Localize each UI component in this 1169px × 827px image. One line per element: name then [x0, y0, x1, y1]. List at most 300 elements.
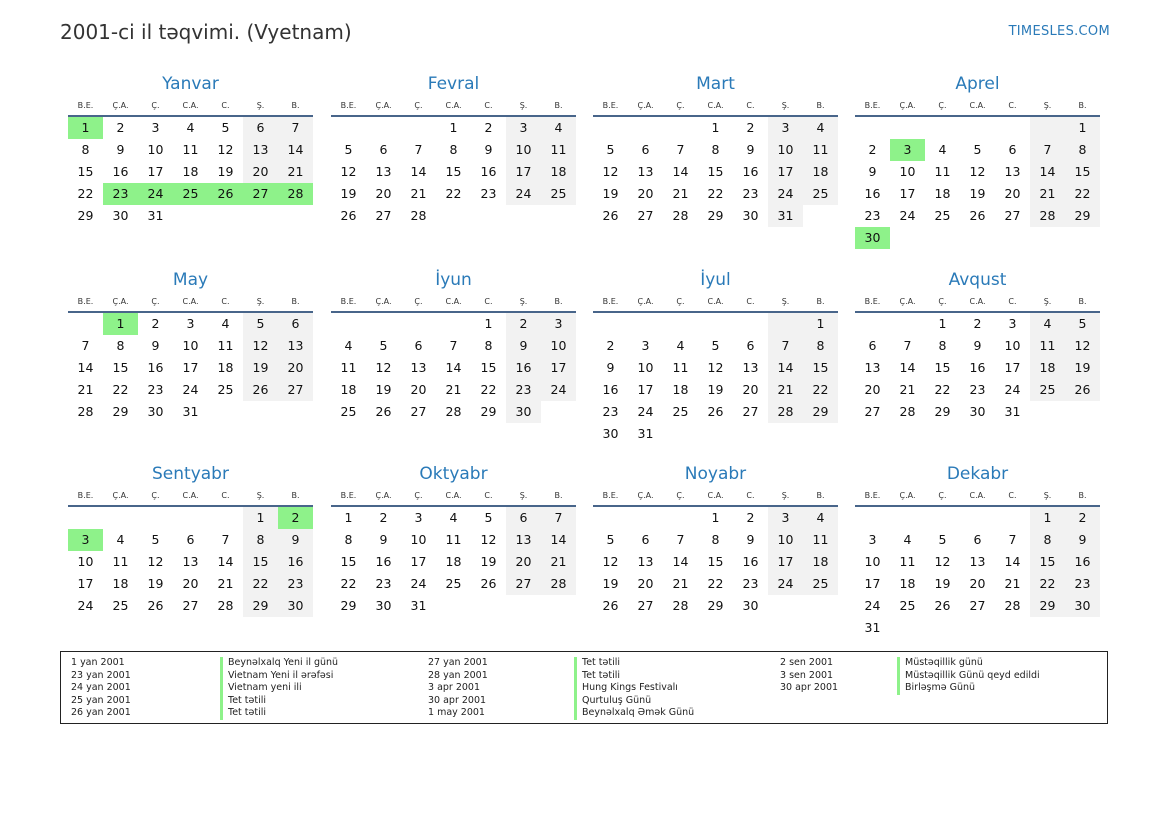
- day-cell[interactable]: 25: [445, 576, 462, 591]
- day-cell[interactable]: 26: [375, 404, 392, 419]
- day-cell[interactable]: 21: [1004, 576, 1021, 591]
- day-cell[interactable]: 14: [899, 360, 916, 375]
- day-cell[interactable]: 29: [1030, 595, 1065, 617]
- day-cell[interactable]: 27: [864, 404, 881, 419]
- day-cell[interactable]: 10: [410, 532, 427, 547]
- day-cell[interactable]: 23: [278, 573, 313, 595]
- day-cell[interactable]: 30: [1065, 595, 1100, 617]
- day-cell[interactable]: 11: [672, 360, 689, 375]
- day-cell[interactable]: 28: [899, 404, 916, 419]
- day-cell[interactable]: 9: [116, 142, 125, 157]
- day-cell[interactable]: 1: [243, 507, 278, 529]
- day-cell[interactable]: 5: [221, 120, 230, 135]
- day-cell[interactable]: 23: [864, 208, 881, 223]
- day-cell[interactable]: 12: [1065, 335, 1100, 357]
- day-cell[interactable]: 31: [864, 620, 881, 635]
- day-cell[interactable]: 15: [1065, 161, 1100, 183]
- day-cell[interactable]: 5: [379, 338, 388, 353]
- day-cell[interactable]: 24: [899, 208, 916, 223]
- day-cell[interactable]: 17: [147, 164, 164, 179]
- day-cell[interactable]: 26: [934, 598, 951, 613]
- day-cell[interactable]: 8: [803, 335, 838, 357]
- day-cell[interactable]: 9: [379, 532, 388, 547]
- day-cell[interactable]: 18: [445, 554, 462, 569]
- day-cell[interactable]: 12: [147, 554, 164, 569]
- day-cell[interactable]: 4: [938, 142, 947, 157]
- brand-link[interactable]: TIMESLES.COM: [1008, 24, 1110, 39]
- day-cell[interactable]: 16: [278, 551, 313, 573]
- day-cell[interactable]: 28: [278, 183, 313, 205]
- day-cell[interactable]: 28: [1004, 598, 1021, 613]
- day-cell[interactable]: 19: [969, 186, 986, 201]
- day-cell[interactable]: 13: [969, 554, 986, 569]
- day-cell[interactable]: 3: [768, 117, 803, 139]
- day-cell[interactable]: 10: [864, 554, 881, 569]
- day-cell[interactable]: 4: [116, 532, 125, 547]
- day-cell[interactable]: 2: [746, 120, 755, 135]
- day-cell[interactable]: 11: [899, 554, 916, 569]
- day-cell[interactable]: 18: [1030, 357, 1065, 379]
- day-cell[interactable]: 20: [278, 357, 313, 379]
- day-cell[interactable]: 8: [1030, 529, 1065, 551]
- day-cell[interactable]: 12: [969, 164, 986, 179]
- day-cell[interactable]: 7: [676, 142, 685, 157]
- day-cell[interactable]: 13: [278, 335, 313, 357]
- day-cell[interactable]: 2: [278, 507, 313, 529]
- day-cell[interactable]: 18: [340, 382, 357, 397]
- day-cell[interactable]: 15: [1030, 551, 1065, 573]
- day-cell[interactable]: 2: [506, 313, 541, 335]
- day-cell[interactable]: 22: [340, 576, 357, 591]
- day-cell[interactable]: 20: [637, 186, 654, 201]
- day-cell[interactable]: 7: [449, 338, 458, 353]
- day-cell[interactable]: 16: [742, 554, 759, 569]
- day-cell[interactable]: 6: [379, 142, 388, 157]
- day-cell[interactable]: 25: [803, 573, 838, 595]
- day-cell[interactable]: 5: [973, 142, 982, 157]
- day-cell[interactable]: 13: [1004, 164, 1021, 179]
- day-cell[interactable]: 27: [375, 208, 392, 223]
- day-cell[interactable]: 4: [676, 338, 685, 353]
- day-cell[interactable]: 4: [221, 316, 230, 331]
- day-cell[interactable]: 16: [1065, 551, 1100, 573]
- day-cell[interactable]: 27: [1004, 208, 1021, 223]
- day-cell[interactable]: 1: [711, 120, 720, 135]
- day-cell[interactable]: 19: [147, 576, 164, 591]
- day-cell[interactable]: 8: [449, 142, 458, 157]
- day-cell[interactable]: 24: [77, 598, 94, 613]
- day-cell[interactable]: 14: [217, 554, 234, 569]
- day-cell[interactable]: 14: [278, 139, 313, 161]
- day-cell[interactable]: 21: [899, 382, 916, 397]
- day-cell[interactable]: 11: [445, 532, 462, 547]
- day-cell[interactable]: 8: [938, 338, 947, 353]
- day-cell[interactable]: 4: [1030, 313, 1065, 335]
- day-cell[interactable]: 4: [344, 338, 353, 353]
- day-cell[interactable]: 15: [445, 164, 462, 179]
- day-cell[interactable]: 4: [541, 117, 576, 139]
- day-cell[interactable]: 18: [217, 360, 234, 375]
- day-cell[interactable]: 16: [602, 382, 619, 397]
- day-cell[interactable]: 16: [742, 164, 759, 179]
- day-cell[interactable]: 23: [103, 183, 138, 205]
- day-cell[interactable]: 10: [77, 554, 94, 569]
- day-cell[interactable]: 3: [414, 510, 423, 525]
- day-cell[interactable]: 28: [672, 208, 689, 223]
- day-cell[interactable]: 10: [506, 139, 541, 161]
- day-cell[interactable]: 24: [637, 404, 654, 419]
- day-cell[interactable]: 1: [449, 120, 458, 135]
- day-cell[interactable]: 26: [340, 208, 357, 223]
- day-cell[interactable]: 22: [1030, 573, 1065, 595]
- day-cell[interactable]: 27: [410, 404, 427, 419]
- day-cell[interactable]: 16: [480, 164, 497, 179]
- day-cell[interactable]: 25: [899, 598, 916, 613]
- day-cell[interactable]: 12: [217, 142, 234, 157]
- day-cell[interactable]: 27: [637, 598, 654, 613]
- day-cell[interactable]: 27: [637, 208, 654, 223]
- day-cell[interactable]: 22: [707, 576, 724, 591]
- day-cell[interactable]: 22: [480, 382, 497, 397]
- day-cell[interactable]: 29: [1065, 205, 1100, 227]
- day-cell[interactable]: 12: [934, 554, 951, 569]
- day-cell[interactable]: 12: [602, 554, 619, 569]
- day-cell[interactable]: 14: [541, 529, 576, 551]
- day-cell[interactable]: 21: [410, 186, 427, 201]
- day-cell[interactable]: 23: [602, 404, 619, 419]
- day-cell[interactable]: 3: [68, 529, 103, 551]
- day-cell[interactable]: 26: [208, 183, 243, 205]
- day-cell[interactable]: 21: [672, 186, 689, 201]
- day-cell[interactable]: 11: [340, 360, 357, 375]
- day-cell[interactable]: 22: [803, 379, 838, 401]
- day-cell[interactable]: 27: [969, 598, 986, 613]
- day-cell[interactable]: 21: [768, 379, 803, 401]
- day-cell[interactable]: 26: [480, 576, 497, 591]
- day-cell[interactable]: 29: [480, 404, 497, 419]
- day-cell[interactable]: 17: [541, 357, 576, 379]
- day-cell[interactable]: 27: [742, 404, 759, 419]
- day-cell[interactable]: 20: [182, 576, 199, 591]
- day-cell[interactable]: 18: [803, 551, 838, 573]
- day-cell[interactable]: 6: [414, 338, 423, 353]
- day-cell[interactable]: 19: [602, 576, 619, 591]
- day-cell[interactable]: 10: [768, 529, 803, 551]
- day-cell[interactable]: 23: [506, 379, 541, 401]
- day-cell[interactable]: 24: [138, 183, 173, 205]
- day-cell[interactable]: 19: [217, 164, 234, 179]
- day-cell[interactable]: 16: [969, 360, 986, 375]
- day-cell[interactable]: 30: [742, 598, 759, 613]
- day-cell[interactable]: 26: [969, 208, 986, 223]
- day-cell[interactable]: 24: [768, 183, 803, 205]
- day-cell[interactable]: 24: [541, 379, 576, 401]
- day-cell[interactable]: 1: [938, 316, 947, 331]
- day-cell[interactable]: 20: [637, 576, 654, 591]
- day-cell[interactable]: 20: [506, 551, 541, 573]
- day-cell[interactable]: 26: [147, 598, 164, 613]
- day-cell[interactable]: 1: [1030, 507, 1065, 529]
- day-cell[interactable]: 1: [1065, 117, 1100, 139]
- day-cell[interactable]: 10: [147, 142, 164, 157]
- day-cell[interactable]: 14: [672, 164, 689, 179]
- day-cell[interactable]: 30: [742, 208, 759, 223]
- day-cell[interactable]: 3: [641, 338, 650, 353]
- day-cell[interactable]: 17: [77, 576, 94, 591]
- day-cell[interactable]: 15: [934, 360, 951, 375]
- day-cell[interactable]: 10: [768, 139, 803, 161]
- day-cell[interactable]: 17: [768, 551, 803, 573]
- day-cell[interactable]: 14: [768, 357, 803, 379]
- day-cell[interactable]: 29: [803, 401, 838, 423]
- day-cell[interactable]: 18: [934, 186, 951, 201]
- day-cell[interactable]: 8: [711, 532, 720, 547]
- day-cell[interactable]: 10: [899, 164, 916, 179]
- day-cell[interactable]: 9: [484, 142, 493, 157]
- day-cell[interactable]: 30: [602, 426, 619, 441]
- day-cell[interactable]: 12: [340, 164, 357, 179]
- day-cell[interactable]: 22: [707, 186, 724, 201]
- day-cell[interactable]: 2: [151, 316, 160, 331]
- day-cell[interactable]: 5: [1065, 313, 1100, 335]
- day-cell[interactable]: 18: [112, 576, 129, 591]
- day-cell[interactable]: 5: [938, 532, 947, 547]
- day-cell[interactable]: 6: [278, 313, 313, 335]
- day-cell[interactable]: 4: [186, 120, 195, 135]
- day-cell[interactable]: 7: [903, 338, 912, 353]
- day-cell[interactable]: 9: [1065, 529, 1100, 551]
- day-cell[interactable]: 9: [746, 142, 755, 157]
- day-cell[interactable]: 11: [803, 139, 838, 161]
- day-cell[interactable]: 21: [1030, 183, 1065, 205]
- day-cell[interactable]: 19: [934, 576, 951, 591]
- day-cell[interactable]: 3: [506, 117, 541, 139]
- day-cell[interactable]: 10: [1004, 338, 1021, 353]
- day-cell[interactable]: 24: [410, 576, 427, 591]
- day-cell[interactable]: 12: [243, 335, 278, 357]
- day-cell[interactable]: 10: [182, 338, 199, 353]
- day-cell[interactable]: 29: [243, 595, 278, 617]
- day-cell[interactable]: 31: [1004, 404, 1021, 419]
- day-cell[interactable]: 30: [506, 401, 541, 423]
- day-cell[interactable]: 13: [182, 554, 199, 569]
- day-cell[interactable]: 23: [742, 576, 759, 591]
- day-cell[interactable]: 23: [480, 186, 497, 201]
- day-cell[interactable]: 2: [868, 142, 877, 157]
- day-cell[interactable]: 27: [243, 183, 278, 205]
- day-cell[interactable]: 11: [803, 529, 838, 551]
- day-cell[interactable]: 21: [77, 382, 94, 397]
- day-cell[interactable]: 9: [151, 338, 160, 353]
- day-cell[interactable]: 19: [243, 357, 278, 379]
- day-cell[interactable]: 28: [541, 573, 576, 595]
- day-cell[interactable]: 11: [182, 142, 199, 157]
- day-cell[interactable]: 14: [1004, 554, 1021, 569]
- day-cell[interactable]: 15: [707, 554, 724, 569]
- day-cell[interactable]: 16: [147, 360, 164, 375]
- day-cell[interactable]: 1: [711, 510, 720, 525]
- day-cell[interactable]: 19: [1065, 357, 1100, 379]
- day-cell[interactable]: 18: [672, 382, 689, 397]
- day-cell[interactable]: 1: [68, 117, 103, 139]
- day-cell[interactable]: 20: [969, 576, 986, 591]
- day-cell[interactable]: 5: [243, 313, 278, 335]
- day-cell[interactable]: 13: [243, 139, 278, 161]
- day-cell[interactable]: 6: [186, 532, 195, 547]
- day-cell[interactable]: 5: [606, 142, 615, 157]
- day-cell[interactable]: 21: [217, 576, 234, 591]
- day-cell[interactable]: 2: [116, 120, 125, 135]
- day-cell[interactable]: 2: [1065, 507, 1100, 529]
- day-cell[interactable]: 18: [803, 161, 838, 183]
- day-cell[interactable]: 21: [278, 161, 313, 183]
- day-cell[interactable]: 30: [855, 227, 890, 249]
- day-cell[interactable]: 19: [375, 382, 392, 397]
- day-cell[interactable]: 30: [147, 404, 164, 419]
- day-cell[interactable]: 29: [112, 404, 129, 419]
- day-cell[interactable]: 24: [506, 183, 541, 205]
- day-cell[interactable]: 14: [672, 554, 689, 569]
- day-cell[interactable]: 5: [711, 338, 720, 353]
- day-cell[interactable]: 27: [182, 598, 199, 613]
- day-cell[interactable]: 26: [707, 404, 724, 419]
- day-cell[interactable]: 3: [151, 120, 160, 135]
- day-cell[interactable]: 29: [707, 598, 724, 613]
- day-cell[interactable]: 25: [1030, 379, 1065, 401]
- day-cell[interactable]: 28: [445, 404, 462, 419]
- day-cell[interactable]: 17: [506, 161, 541, 183]
- day-cell[interactable]: 20: [243, 161, 278, 183]
- day-cell[interactable]: 3: [890, 139, 925, 161]
- day-cell[interactable]: 5: [484, 510, 493, 525]
- day-cell[interactable]: 16: [506, 357, 541, 379]
- day-cell[interactable]: 23: [1065, 573, 1100, 595]
- day-cell[interactable]: 6: [868, 338, 877, 353]
- day-cell[interactable]: 8: [81, 142, 90, 157]
- day-cell[interactable]: 3: [541, 313, 576, 335]
- day-cell[interactable]: 25: [112, 598, 129, 613]
- day-cell[interactable]: 1: [803, 313, 838, 335]
- day-cell[interactable]: 20: [410, 382, 427, 397]
- day-cell[interactable]: 19: [707, 382, 724, 397]
- day-cell[interactable]: 6: [1008, 142, 1017, 157]
- day-cell[interactable]: 8: [1065, 139, 1100, 161]
- day-cell[interactable]: 22: [1065, 183, 1100, 205]
- day-cell[interactable]: 22: [243, 573, 278, 595]
- day-cell[interactable]: 29: [340, 598, 357, 613]
- day-cell[interactable]: 22: [934, 382, 951, 397]
- day-cell[interactable]: 2: [379, 510, 388, 525]
- day-cell[interactable]: 6: [973, 532, 982, 547]
- day-cell[interactable]: 11: [217, 338, 234, 353]
- day-cell[interactable]: 2: [973, 316, 982, 331]
- day-cell[interactable]: 23: [147, 382, 164, 397]
- day-cell[interactable]: 23: [375, 576, 392, 591]
- day-cell[interactable]: 11: [112, 554, 129, 569]
- day-cell[interactable]: 5: [151, 532, 160, 547]
- day-cell[interactable]: 17: [899, 186, 916, 201]
- day-cell[interactable]: 6: [641, 142, 650, 157]
- day-cell[interactable]: 9: [973, 338, 982, 353]
- day-cell[interactable]: 9: [868, 164, 877, 179]
- day-cell[interactable]: 26: [243, 379, 278, 401]
- day-cell[interactable]: 28: [1030, 205, 1065, 227]
- day-cell[interactable]: 7: [1030, 139, 1065, 161]
- day-cell[interactable]: 26: [1065, 379, 1100, 401]
- day-cell[interactable]: 23: [969, 382, 986, 397]
- day-cell[interactable]: 6: [641, 532, 650, 547]
- day-cell[interactable]: 17: [864, 576, 881, 591]
- day-cell[interactable]: 18: [899, 576, 916, 591]
- day-cell[interactable]: 17: [1004, 360, 1021, 375]
- day-cell[interactable]: 17: [182, 360, 199, 375]
- day-cell[interactable]: 27: [506, 573, 541, 595]
- day-cell[interactable]: 1: [344, 510, 353, 525]
- day-cell[interactable]: 3: [186, 316, 195, 331]
- day-cell[interactable]: 7: [676, 532, 685, 547]
- day-cell[interactable]: 9: [506, 335, 541, 357]
- day-cell[interactable]: 31: [768, 205, 803, 227]
- day-cell[interactable]: 13: [864, 360, 881, 375]
- day-cell[interactable]: 17: [637, 382, 654, 397]
- day-cell[interactable]: 18: [541, 161, 576, 183]
- day-cell[interactable]: 16: [864, 186, 881, 201]
- day-cell[interactable]: 28: [77, 404, 94, 419]
- day-cell[interactable]: 8: [344, 532, 353, 547]
- day-cell[interactable]: 15: [243, 551, 278, 573]
- day-cell[interactable]: 4: [803, 507, 838, 529]
- day-cell[interactable]: 7: [1008, 532, 1017, 547]
- day-cell[interactable]: 3: [1008, 316, 1017, 331]
- day-cell[interactable]: 28: [217, 598, 234, 613]
- day-cell[interactable]: 17: [410, 554, 427, 569]
- day-cell[interactable]: 1: [103, 313, 138, 335]
- day-cell[interactable]: 29: [77, 208, 94, 223]
- day-cell[interactable]: 13: [410, 360, 427, 375]
- day-cell[interactable]: 3: [768, 507, 803, 529]
- day-cell[interactable]: 8: [711, 142, 720, 157]
- day-cell[interactable]: 11: [541, 139, 576, 161]
- day-cell[interactable]: 31: [637, 426, 654, 441]
- day-cell[interactable]: 25: [541, 183, 576, 205]
- day-cell[interactable]: 10: [541, 335, 576, 357]
- day-cell[interactable]: 24: [864, 598, 881, 613]
- day-cell[interactable]: 28: [410, 208, 427, 223]
- day-cell[interactable]: 20: [1004, 186, 1021, 201]
- day-cell[interactable]: 4: [449, 510, 458, 525]
- day-cell[interactable]: 18: [182, 164, 199, 179]
- day-cell[interactable]: 31: [147, 208, 164, 223]
- day-cell[interactable]: 13: [506, 529, 541, 551]
- day-cell[interactable]: 7: [541, 507, 576, 529]
- day-cell[interactable]: 19: [602, 186, 619, 201]
- day-cell[interactable]: 7: [278, 117, 313, 139]
- day-cell[interactable]: 13: [742, 360, 759, 375]
- day-cell[interactable]: 6: [746, 338, 755, 353]
- day-cell[interactable]: 14: [77, 360, 94, 375]
- day-cell[interactable]: 21: [672, 576, 689, 591]
- day-cell[interactable]: 7: [768, 335, 803, 357]
- day-cell[interactable]: 24: [1004, 382, 1021, 397]
- day-cell[interactable]: 29: [707, 208, 724, 223]
- day-cell[interactable]: 7: [81, 338, 90, 353]
- day-cell[interactable]: 17: [768, 161, 803, 183]
- day-cell[interactable]: 8: [116, 338, 125, 353]
- day-cell[interactable]: 19: [480, 554, 497, 569]
- day-cell[interactable]: 12: [480, 532, 497, 547]
- day-cell[interactable]: 3: [868, 532, 877, 547]
- day-cell[interactable]: 1: [484, 316, 493, 331]
